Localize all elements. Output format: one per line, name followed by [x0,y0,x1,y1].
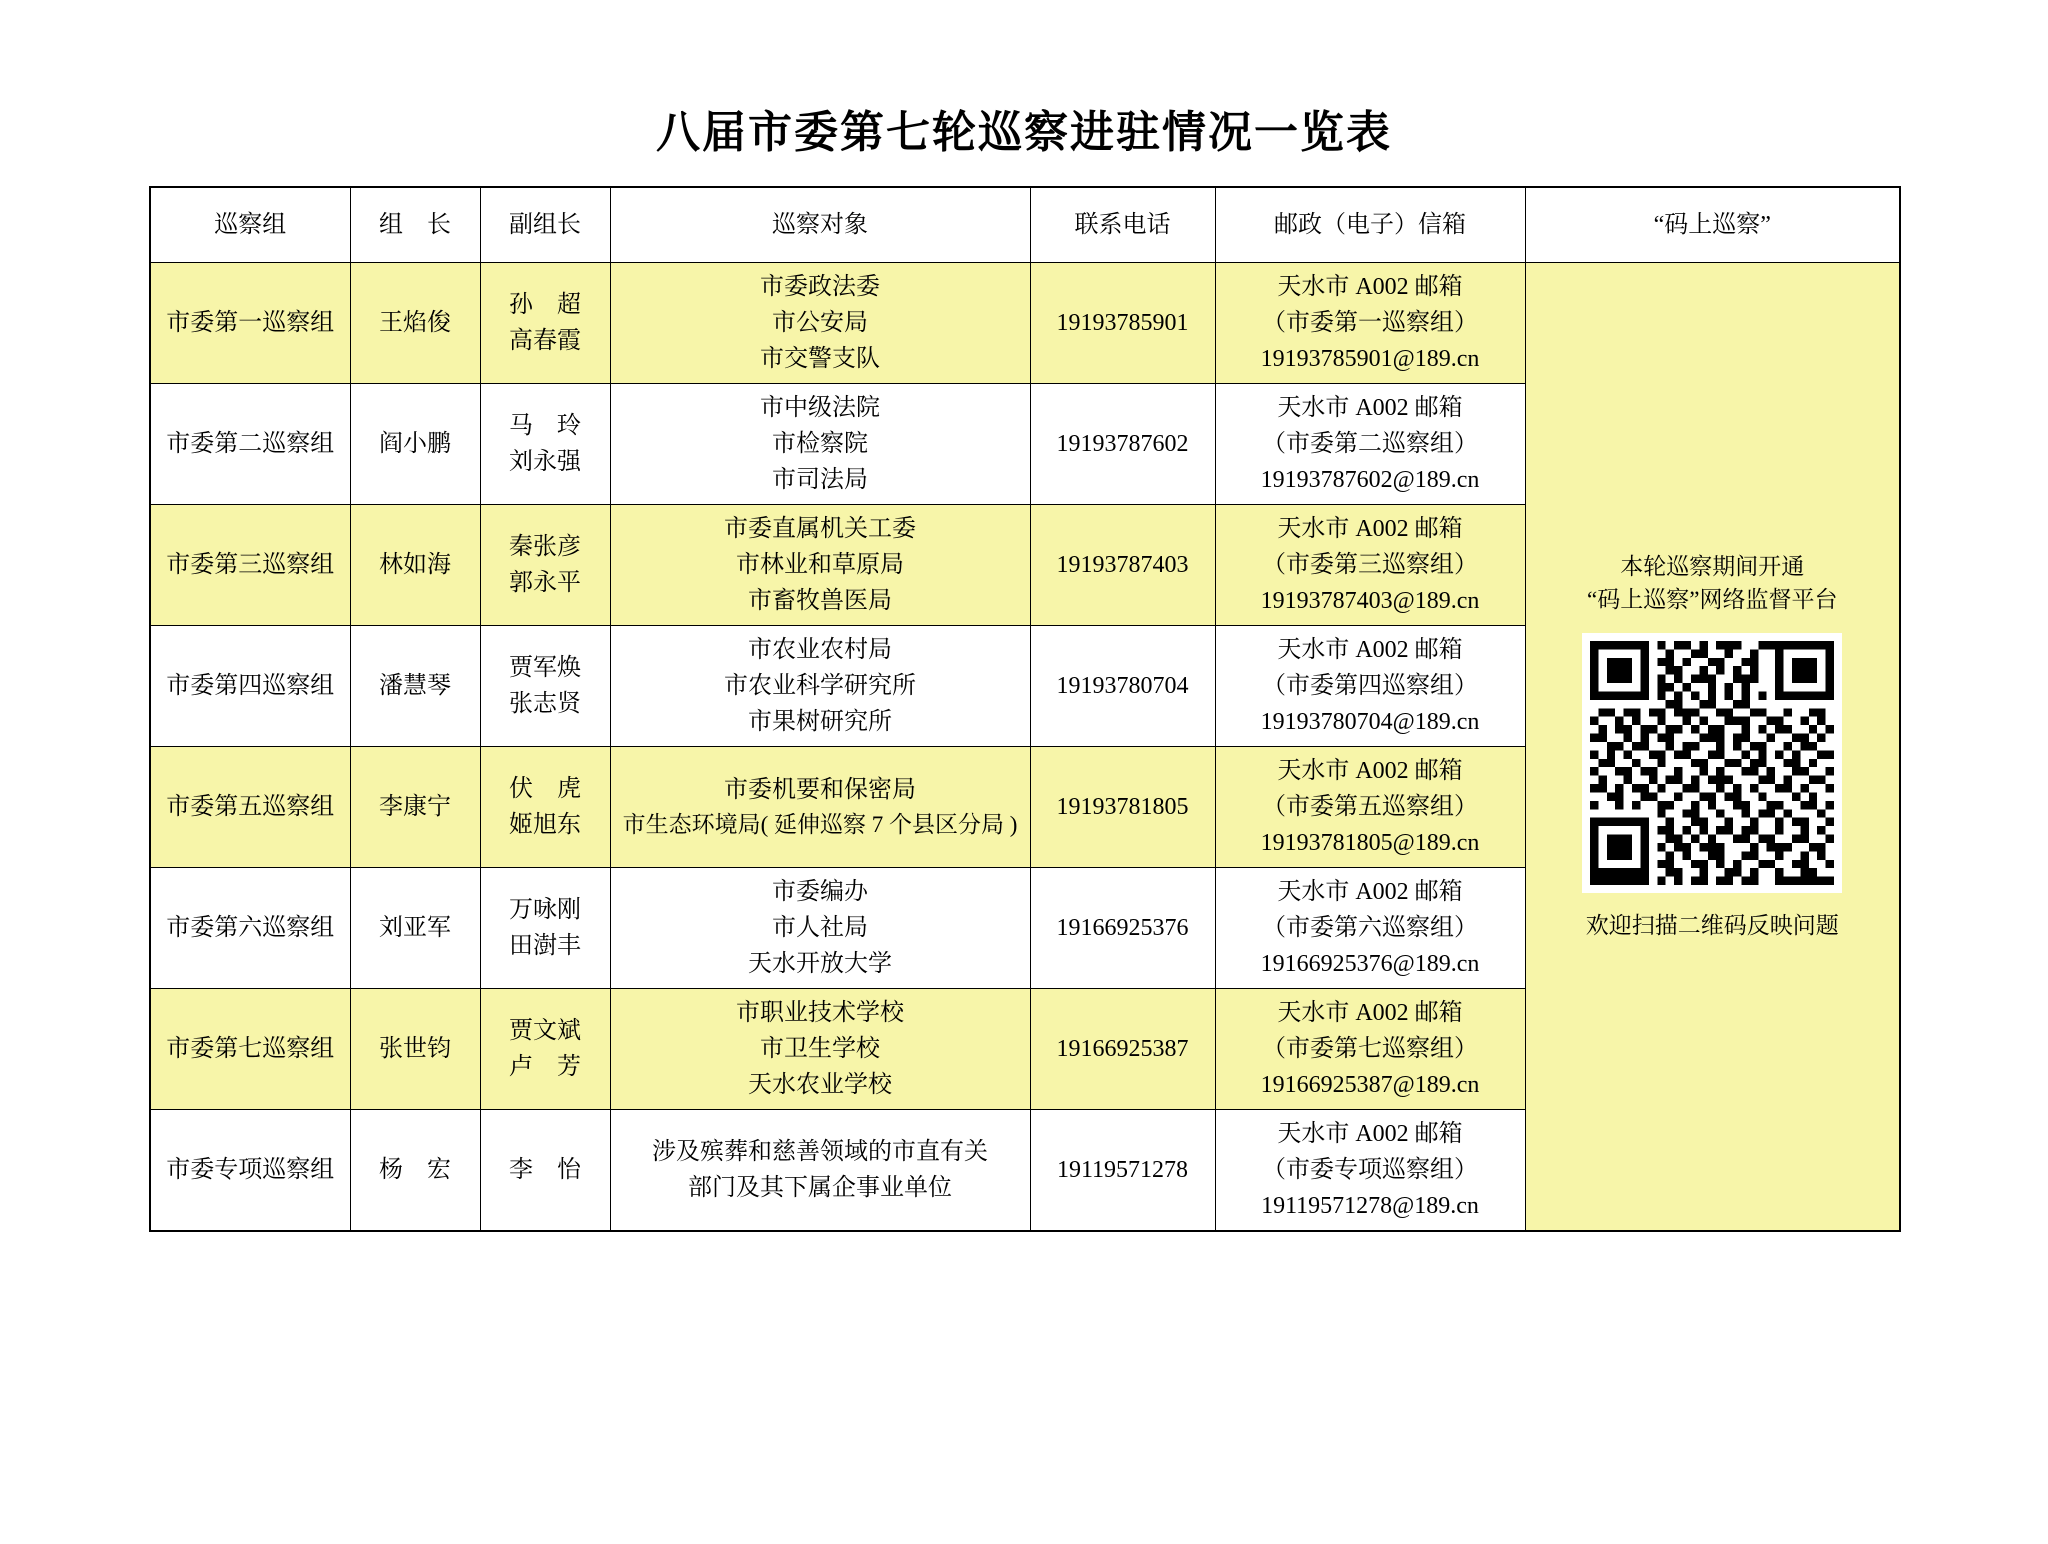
target-item: 市委机要和保密局 [724,776,916,803]
target-item: 市委编办 [772,879,868,905]
target-item: 市职业技术学校 [736,1000,904,1026]
mail-line: 天水市 A002 邮箱 [1277,879,1463,905]
column-header-deputy: 副组长 [480,187,610,263]
target-item: 市畜牧兽医局 [748,588,892,614]
mail-line: 天水市 A002 邮箱 [1277,274,1463,300]
cell-leader: 李康宁 [350,747,480,868]
qr-panel-inner [1530,550,1896,943]
cell-mailbox [1215,747,1525,868]
mail-line: 天水市 A002 邮箱 [1277,758,1463,784]
cell-mailbox [1215,626,1525,747]
deputy-name: 姬旭东 [509,812,581,838]
cell-mailbox [1215,868,1525,989]
cell-deputy [480,868,610,989]
deputy-name: 万咏刚 [509,897,581,923]
table-header-row [150,187,1900,263]
mail-line: 天水市 A002 邮箱 [1277,1000,1463,1026]
document-page [0,96,2048,1544]
mail-line: （市委第二巡察组） [1262,431,1478,457]
cell-targets [610,263,1030,384]
deputy-name: 高春霞 [509,328,581,354]
deputy-name: 伏 虎 [509,776,581,802]
column-header-mailbox: 邮政（电子）信箱 [1215,187,1525,263]
deputy-name: 孙 超 [509,292,581,318]
cell-mailbox [1215,505,1525,626]
cell-phone: 19193787403 [1030,505,1215,626]
mail-address: 19193785901@189.cn [1260,346,1480,372]
target-item: 市司法局 [772,467,868,493]
mail-address: 19166925387@189.cn [1260,1072,1480,1098]
inspection-table [149,186,1901,1232]
deputy-name: 郭永平 [509,570,581,596]
cell-group: 市委专项巡察组 [150,1110,350,1232]
deputy-name: 张志贤 [509,691,581,717]
cell-mailbox [1215,384,1525,505]
cell-leader: 刘亚军 [350,868,480,989]
target-item: 市交警支队 [760,346,880,372]
cell-targets [610,747,1030,868]
mail-line: （市委第七巡察组） [1262,1036,1478,1062]
cell-mailbox [1215,263,1525,384]
deputy-name: 刘永强 [509,449,581,475]
cell-deputy [480,747,610,868]
target-item: 天水开放大学 [748,951,892,977]
deputy-name: 卢 芳 [509,1054,581,1080]
cell-group: 市委第二巡察组 [150,384,350,505]
target-item: 市委政法委 [760,274,880,300]
deputy-name: 秦张彦 [509,534,581,560]
table-header [150,187,1900,263]
target-item: 市公安局 [772,310,868,336]
target-item: 市农业农村局 [748,637,892,663]
target-item: 涉及殡葬和慈善领域的市直有关 [652,1139,988,1165]
mail-address: 19193787602@189.cn [1260,467,1480,493]
mail-address: 19193787403@189.cn [1260,588,1480,614]
column-header-qr: “码上巡察” [1525,187,1900,263]
mail-line: 天水市 A002 邮箱 [1277,395,1463,421]
qr-panel [1525,263,1900,1232]
target-item: 市卫生学校 [760,1036,880,1062]
cell-deputy [480,989,610,1110]
target-item: 天水农业学校 [748,1072,892,1098]
target-item: 市果树研究所 [748,709,892,735]
cell-phone: 19193787602 [1030,384,1215,505]
deputy-name: 李 怡 [509,1157,581,1183]
deputy-name: 田澍丰 [509,933,581,959]
mail-line: （市委第一巡察组） [1262,310,1478,336]
mail-line: 天水市 A002 邮箱 [1277,1121,1463,1147]
qr-code-icon [1582,633,1842,893]
cell-leader: 林如海 [350,505,480,626]
cell-leader: 阎小鹏 [350,384,480,505]
mail-line: （市委第四巡察组） [1262,673,1478,699]
deputy-name: 贾军焕 [509,655,581,681]
mail-line: 天水市 A002 邮箱 [1277,637,1463,663]
target-item: 市人社局 [772,915,868,941]
cell-phone: 19193785901 [1030,263,1215,384]
cell-group: 市委第五巡察组 [150,747,350,868]
mail-line: （市委第五巡察组） [1262,794,1478,820]
mail-address: 19193780704@189.cn [1260,709,1480,735]
target-item: 市中级法院 [760,395,880,421]
target-item: 部门及其下属企事业单位 [688,1175,952,1201]
column-header-target: 巡察对象 [610,187,1030,263]
qr-note [1587,550,1837,617]
column-header-group: 巡察组 [150,187,350,263]
target-item: 市生态环境局( 延伸巡察 7 个县区分局 ) [622,811,1018,837]
cell-targets [610,384,1030,505]
cell-phone: 19193780704 [1030,626,1215,747]
cell-targets [610,505,1030,626]
target-item: 市林业和草原局 [736,552,904,578]
table-body [150,263,1900,1232]
qr-note-line1: 本轮巡察期间开通 [1620,553,1805,579]
deputy-name: 马 玲 [509,413,581,439]
cell-leader: 王焰俊 [350,263,480,384]
target-item: 市农业科学研究所 [724,673,916,699]
cell-group: 市委第六巡察组 [150,868,350,989]
cell-targets [610,626,1030,747]
cell-targets [610,1110,1030,1232]
mail-address: 19166925376@189.cn [1260,951,1480,977]
cell-mailbox [1215,1110,1525,1232]
cell-leader: 张世钧 [350,989,480,1110]
qr-caption: 欢迎扫描二维码反映问题 [1585,912,1839,938]
cell-deputy [480,505,610,626]
cell-group: 市委第七巡察组 [150,989,350,1110]
table-row [150,263,1900,384]
cell-group: 市委第四巡察组 [150,626,350,747]
target-item: 市检察院 [772,431,868,457]
page-title: 八届市委第七轮巡察进驻情况一览表 [656,108,1392,157]
column-header-leader: 组 长 [350,187,480,263]
mail-address: 19119571278@189.cn [1261,1193,1479,1219]
qr-note-line2: “码上巡察”网络监督平台 [1587,587,1838,613]
mail-line: 天水市 A002 邮箱 [1277,516,1463,542]
cell-targets [610,989,1030,1110]
column-header-phone: 联系电话 [1030,187,1215,263]
cell-leader: 杨 宏 [350,1110,480,1232]
cell-phone: 19119571278 [1030,1110,1215,1232]
cell-phone: 19166925387 [1030,989,1215,1110]
deputy-name: 贾文斌 [509,1018,581,1044]
mail-line: （市委专项巡察组） [1262,1157,1478,1183]
cell-deputy [480,263,610,384]
cell-phone: 19166925376 [1030,868,1215,989]
target-item: 市委直属机关工委 [724,516,916,542]
mail-address: 19193781805@189.cn [1260,830,1480,856]
cell-deputy [480,384,610,505]
mail-line: （市委第六巡察组） [1262,915,1478,941]
cell-group: 市委第三巡察组 [150,505,350,626]
cell-deputy [480,1110,610,1232]
cell-leader: 潘慧琴 [350,626,480,747]
cell-targets [610,868,1030,989]
cell-mailbox [1215,989,1525,1110]
cell-deputy [480,626,610,747]
inspection-table-wrapper [149,186,1899,1232]
cell-phone: 19193781805 [1030,747,1215,868]
mail-line: （市委第三巡察组） [1262,552,1478,578]
cell-group: 市委第一巡察组 [150,263,350,384]
